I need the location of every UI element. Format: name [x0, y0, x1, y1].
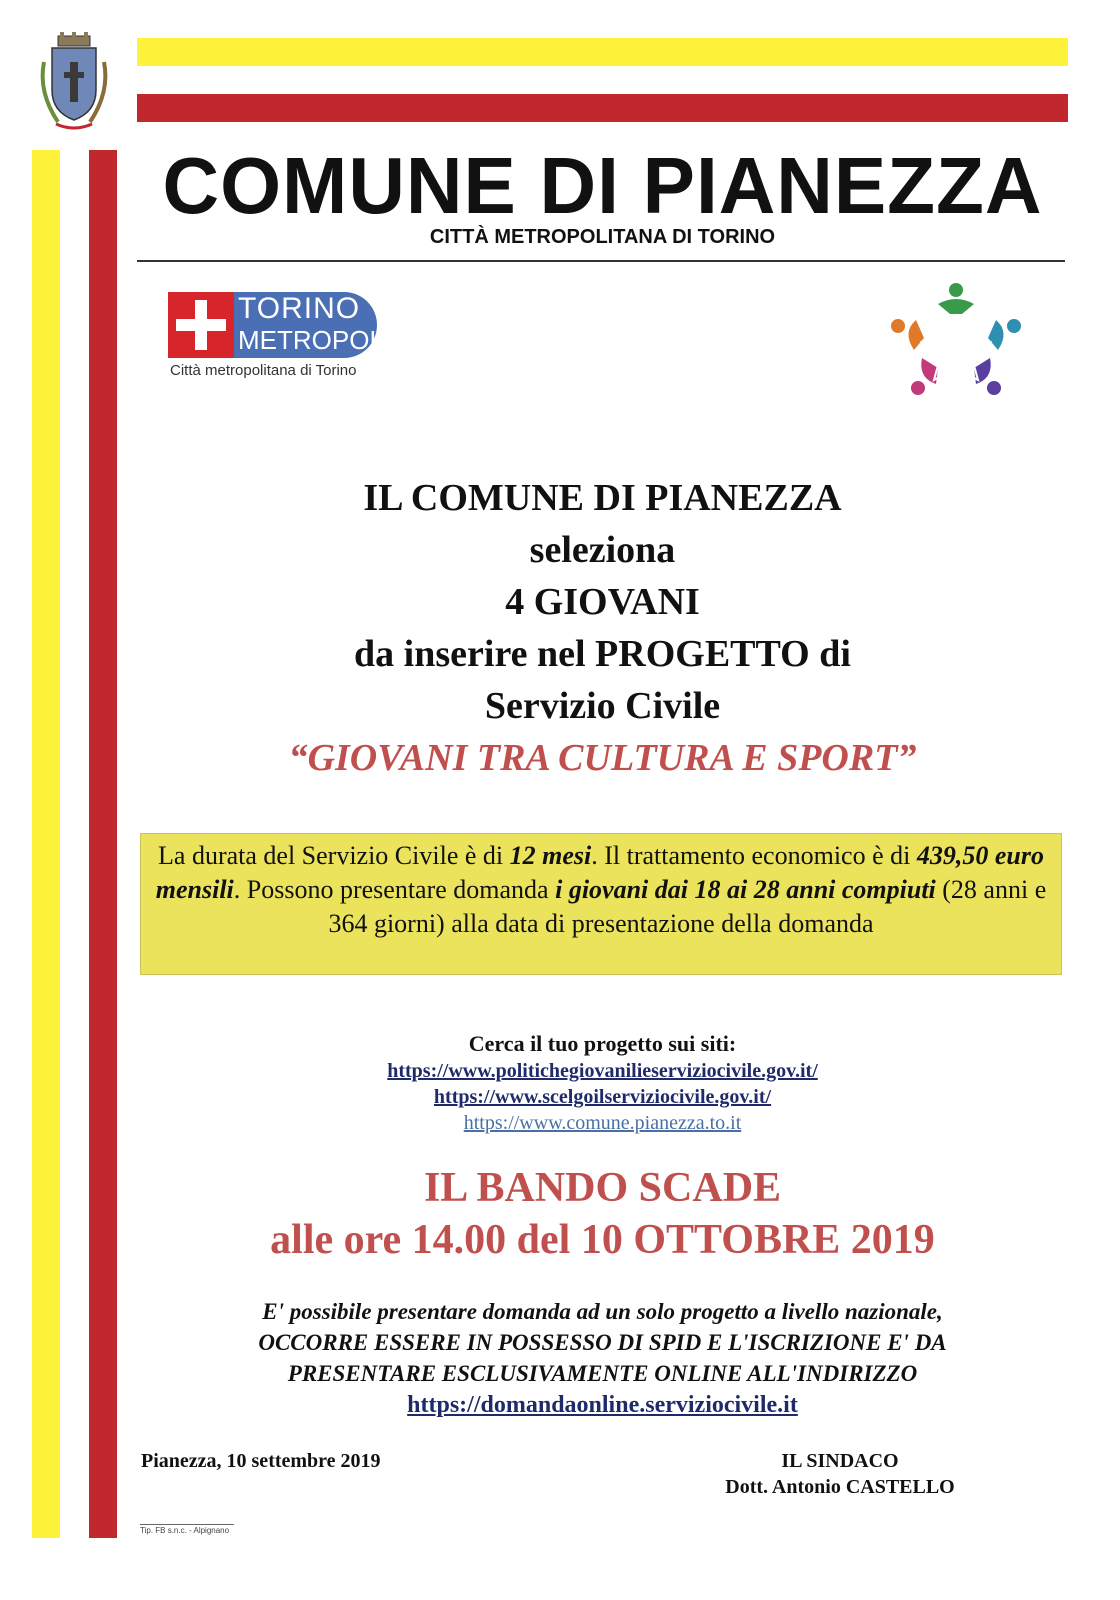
- torino-logo-line1: TORINO: [238, 292, 361, 325]
- star-people-logo-icon: [886, 280, 1026, 398]
- link-politiche-giovanili[interactable]: https://www.politichegiovanilieserviziocivile.gov.it/: [387, 1060, 818, 1082]
- headline-line3: 4 GIOVANI: [505, 581, 700, 623]
- notice-line1: E' possibile presentare domanda ad un solo progetto a livello nazionale,: [262, 1299, 943, 1324]
- headline-line1: IL COMUNE DI PIANEZZA: [363, 477, 842, 519]
- top-yellow-stripe: [137, 38, 1068, 66]
- signature-role: IL SINDACO: [781, 1450, 899, 1472]
- notice-line2: OCCORRE ESSERE IN POSSESSO DI SPID E L'ISCRIZIONE E' DA: [258, 1330, 947, 1355]
- header-divider: [137, 260, 1065, 262]
- top-red-stripe: [137, 94, 1068, 122]
- deadline-line2: alle ore 14.00 del 10 OTTOBRE 2019: [270, 1217, 935, 1263]
- info-duration: 12 mesi: [509, 841, 592, 870]
- page-title: COMUNE DI PIANEZZA: [162, 141, 1043, 230]
- signature-name: Dott. Antonio CASTELLO: [725, 1476, 955, 1498]
- info-text-1: La durata del Servizio Civile è di: [158, 841, 510, 870]
- torino-logo-caption: Città metropolitana di Torino: [170, 362, 357, 379]
- search-label: Cerca il tuo progetto sui siti:: [468, 1031, 737, 1056]
- left-red-stripe: [89, 150, 117, 1538]
- printer-divider: [140, 1524, 234, 1525]
- link-domanda-online[interactable]: https://domandaonline.serviziocivile.it: [407, 1392, 798, 1418]
- headline-line2: seleziona: [529, 529, 676, 571]
- torino-metropoli-logo: [168, 292, 392, 384]
- page-subtitle: CITTÀ METROPOLITANA DI TORINO: [429, 226, 776, 248]
- torino-logo-line2: METROPOLI: [238, 325, 392, 355]
- project-title: “GIOVANI TRA CULTURA E SPORT”: [288, 737, 917, 779]
- headline-line5: Servizio Civile: [484, 685, 721, 727]
- deadline-line1: IL BANDO SCADE: [423, 1165, 782, 1211]
- coat-of-arms-icon: [34, 32, 114, 136]
- place-date: Pianezza, 10 settembre 2019: [141, 1450, 381, 1472]
- headline-line4: da inserire nel PROGETTO di: [354, 633, 851, 675]
- link-scelgo-servizio-civile[interactable]: https://www.scelgoilserviziocivile.gov.it/: [433, 1086, 772, 1108]
- info-text-3: . Il trattamento economico è di: [591, 841, 917, 870]
- link-comune-pianezza[interactable]: https://www.comune.pianezza.to.it: [463, 1112, 742, 1134]
- notice-line3: PRESENTARE ESCLUSIVAMENTE ONLINE ALL'INDIRIZZO: [287, 1361, 918, 1386]
- info-age-range: i giovani dai 18 ai 28 anni compiuti: [555, 875, 936, 904]
- info-text-7: (28 anni e 364 giorni) alla data di presentazione della domanda: [328, 875, 1047, 938]
- left-yellow-stripe: [32, 150, 60, 1538]
- printer-credit: Tip. FB s.n.c. - Alpignano: [140, 1526, 230, 1535]
- info-salary: 439,50 euro mensili: [155, 841, 1044, 904]
- info-box: [140, 833, 1062, 975]
- info-text-5: . Possono presentare domanda: [233, 875, 556, 904]
